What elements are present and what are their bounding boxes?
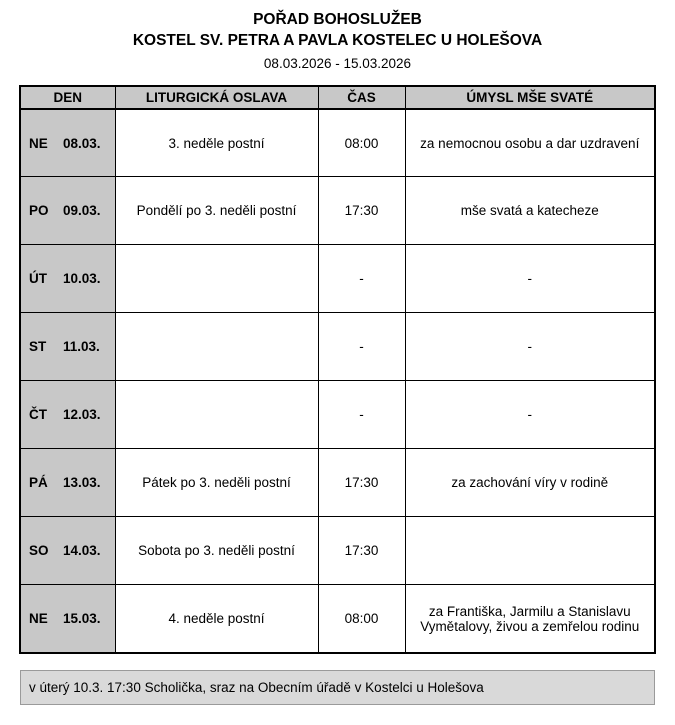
day-date: 15.03. xyxy=(63,611,101,627)
time-cell: 08:00 xyxy=(318,585,405,653)
intention-cell: - xyxy=(405,381,655,449)
church-name: KOSTEL SV. PETRA A PAVLA KOSTELEC U HOLEŠOVA xyxy=(132,31,543,49)
time-cell: 17:30 xyxy=(318,517,405,585)
time-cell: - xyxy=(318,245,405,313)
day-cell xyxy=(20,381,115,449)
schedule-table xyxy=(19,85,656,654)
day-abbr: PÁ xyxy=(29,475,48,491)
celebration-cell: Pondělí po 3. neděli postní xyxy=(115,177,318,245)
celebration-cell xyxy=(115,313,318,381)
intention-cell xyxy=(405,517,655,585)
footer-note: v úterý 10.3. 17:30 Scholička, sraz na Obecním úřadě v Kostelci u Holešova xyxy=(20,670,655,706)
time-cell: - xyxy=(318,313,405,381)
table-row xyxy=(20,585,655,653)
time-cell: - xyxy=(318,381,405,449)
day-cell xyxy=(20,177,115,245)
table-row xyxy=(20,245,655,313)
day-date: 12.03. xyxy=(63,407,101,423)
table-header-row xyxy=(20,86,655,109)
celebration-cell xyxy=(115,245,318,313)
celebration-cell: Pátek po 3. neděli postní xyxy=(115,449,318,517)
day-date: 14.03. xyxy=(63,543,101,559)
day-abbr: SO xyxy=(29,543,49,559)
table-row xyxy=(20,449,655,517)
day-cell xyxy=(20,585,115,653)
column-header-umysl: ÚMYSL MŠE SVATÉ xyxy=(405,86,655,109)
date-range: 08.03.2026 - 15.03.2026 xyxy=(263,55,412,71)
day-cell xyxy=(20,449,115,517)
day-cell xyxy=(20,109,115,177)
column-header-liturgicka-oslava: LITURGICKÁ OSLAVA xyxy=(115,86,318,109)
day-cell xyxy=(20,313,115,381)
table-row xyxy=(20,517,655,585)
page-title: POŘAD BOHOSLUŽEB xyxy=(253,11,422,28)
column-header-den: DEN xyxy=(20,86,115,109)
column-header-cas: ČAS xyxy=(318,86,405,109)
day-abbr: ČT xyxy=(29,407,47,423)
intention-cell: - xyxy=(405,245,655,313)
table-row xyxy=(20,381,655,449)
day-cell xyxy=(20,245,115,313)
time-cell: 17:30 xyxy=(318,177,405,245)
day-date: 09.03. xyxy=(63,203,101,219)
day-date: 08.03. xyxy=(63,135,101,151)
day-date: 10.03. xyxy=(63,271,101,287)
intention-cell: za zachování víry v rodině xyxy=(405,449,655,517)
intention-cell: za nemocnou osobu a dar uzdravení xyxy=(405,109,655,177)
table-row xyxy=(20,109,655,177)
celebration-cell: Sobota po 3. neděli postní xyxy=(115,517,318,585)
celebration-cell: 3. neděle postní xyxy=(115,109,318,177)
table-row xyxy=(20,313,655,381)
table-row xyxy=(20,177,655,245)
day-abbr: NE xyxy=(29,135,48,151)
day-abbr: PO xyxy=(29,203,49,219)
celebration-cell xyxy=(115,381,318,449)
day-date: 13.03. xyxy=(63,475,101,491)
day-cell xyxy=(20,517,115,585)
intention-cell: - xyxy=(405,313,655,381)
time-cell: 08:00 xyxy=(318,109,405,177)
intention-cell: mše svatá a katecheze xyxy=(405,177,655,245)
day-abbr: ÚT xyxy=(29,271,47,287)
time-cell: 17:30 xyxy=(318,449,405,517)
document-header xyxy=(0,10,675,71)
intention-cell: za Františka, Jarmilu a Stanislavu Vymětalovy, živou a zemřelou rodinu xyxy=(405,585,655,653)
celebration-cell: 4. neděle postní xyxy=(115,585,318,653)
day-date: 11.03. xyxy=(63,339,100,355)
day-abbr: ST xyxy=(29,339,47,355)
day-abbr: NE xyxy=(29,611,48,627)
